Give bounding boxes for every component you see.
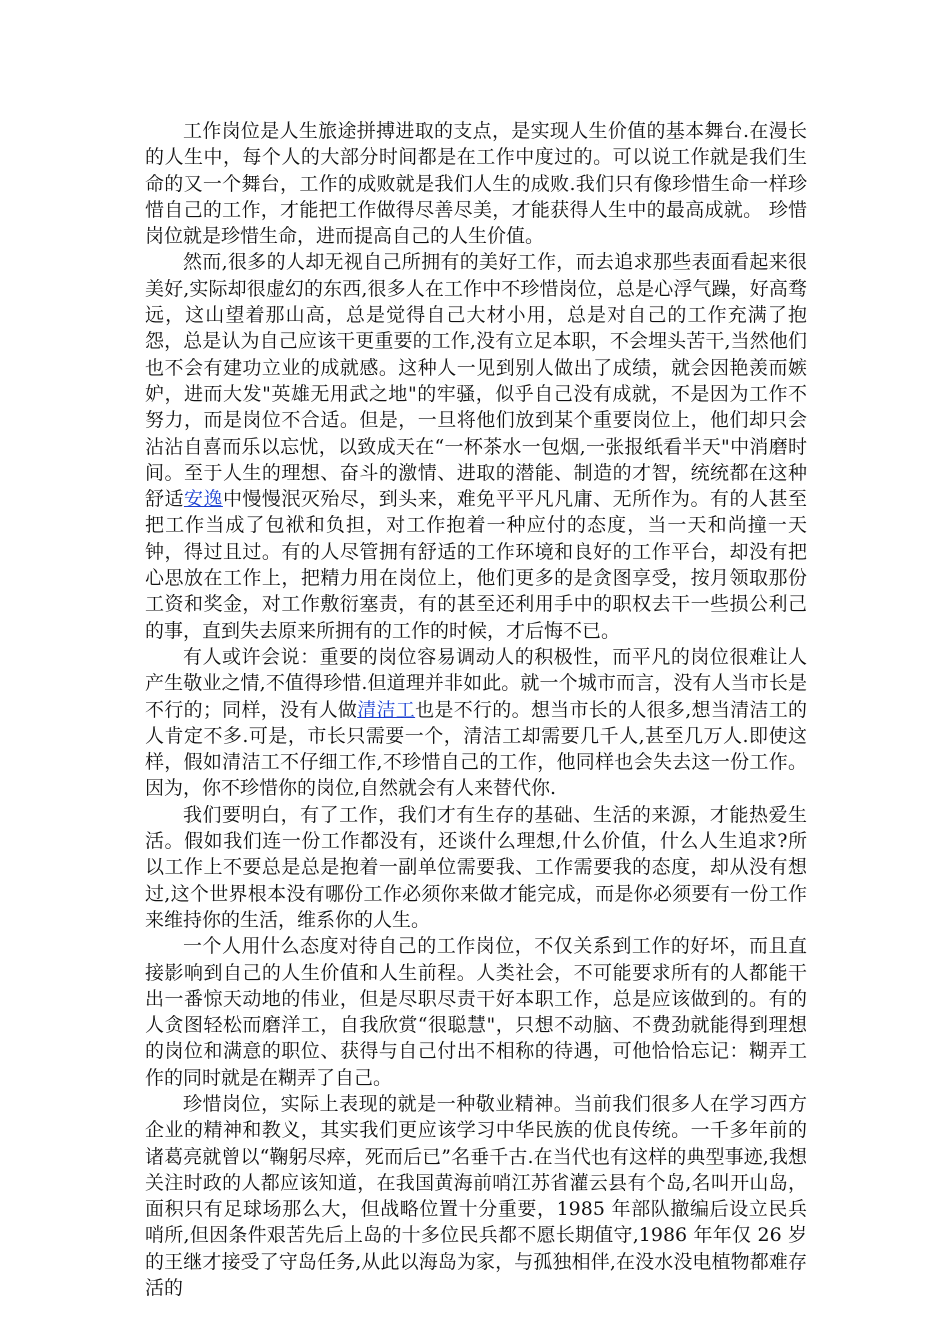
paragraph-2 <box>145 249 807 643</box>
paragraph-3-text-start: 有人或许会说：重要的岗位容易调动人的积极性，而平凡的岗位很难让人产生敬业之情,不值得珍惜.但道理并非如此。就一个城市而言，没有人当市长是不行的；同样，没有人做 <box>145 645 807 721</box>
paragraph-5-text: 一个人用什么态度对待自己的工作岗位，不仅关系到工作的好坏，而且直接影响到自己的人生价值和人生前程。人类社会，不可能要求所有的人都能干出一番惊天动地的伟业，但是尽职尽责干好本职工作，总是应该做到的。有的人贪图轻松而磨洋工，自我欣赏“很聪慧"，只想不动脑、不费劲就能得到理想的岗位和满意的职位、获得与自己付出不相称的待遇，可他恰恰忘记：糊弄工作的同时就是在糊弄了自己。 <box>145 935 807 1089</box>
paragraph-4-text: 我们要明白，有了工作，我们才有生存的基础、生活的来源，才能热爱生活。假如我们连一份工作都没有，还谈什么理想,什么价值，什么人生追求?所以工作上不要总是总是抱着一副单位需要我、工作需要我的态度，却从没有想过,这个世界根本没有哪份工作必须你来做才能完成，而是你必须要有一份工作来维持你的生活，维系你的人生。 <box>145 803 807 931</box>
paragraph-6 <box>145 1091 807 1301</box>
link-anyi[interactable]: 安逸 <box>183 488 223 511</box>
paragraph-1 <box>145 118 807 249</box>
paragraph-4 <box>145 802 807 933</box>
paragraph-1-text: 工作岗位是人生旅途拼搏进取的支点，是实现人生价值的基本舞台.在漫长的人生中，每个人的大部分时间都是在工作中度过的。可以说工作就是我们生命的又一个舞台，工作的成败就是我们人生的成败.我们只有像珍惜生命一样珍惜自己的工作，才能把工作做得尽善尽美，才能获得人生中的最高成就。 珍惜岗位就是珍惜生命，进而提高自己的人生价值。 <box>145 120 807 248</box>
paragraph-2-text-end: 中慢慢泯灭殆尽，到头来，难免平平凡凡庸、无所作为。有的人甚至把工作当成了包袱和负担，对工作抱着一种应付的态度，当一天和尚撞一天钟，得过且过。有的人尽管拥有舒适的工作环境和良好的工作平台，却没有把心思放在工作上，把精力用在岗位上，他们更多的是贪图享受，按月领取那份工资和奖金，对工作敷衍塞责，有的甚至还利用手中的职权去干一些损公利己的事，直到失去原来所拥有的工作的时候，才后悔不已。 <box>145 488 807 642</box>
paragraph-5 <box>145 933 807 1091</box>
document-body <box>145 118 807 1301</box>
paragraph-2-text-start: 然而,很多的人却无视自己所拥有的美好工作，而去追求那些表面看起来很美好,实际却很虚幻的东西,很多人在工作中不珍惜岗位，总是心浮气躁，好高骛远，这山望着那山高，总是觉得自己大材小用，总是对自己的工作充满了抱怨，总是认为自己应该干更重要的工作,没有立足本职，不会埋头苦干,当然他们也不会有建功立业的成就感。这种人一见到别人做出了成绩，就会因艳羡而嫉妒，进而大发"英雄无用武之地"的牢骚，似乎自己没有成就，不是因为工作不努力，而是岗位不合适。但是，一旦将他们放到某个重要岗位上，他们却只会沾沾自喜而乐以忘忧，以致成天在“一杯茶水一包烟,一张报纸看半天"中消磨时间。至于人生的理想、奋斗的激情、进取的潜能、制造的才智，统统都在这种舒适 <box>145 251 807 511</box>
paragraph-3-text-end: 也是不行的。想当市长的人很多,想当清洁工的人肯定不多.可是，市长只需要一个，清洁工却需要几千人,甚至几万人.即使这样，假如清洁工不仔细工作,不珍惜自己的工作，他同样也会失去这一份工作。因为，你不珍惜你的岗位,自然就会有人来替代你. <box>145 698 807 800</box>
paragraph-6-text: 珍惜岗位，实际上表现的就是一种敬业精神。当前我们很多人在学习西方企业的精神和教义，其实我们更应该学习中华民族的优良传统。一千多年前的诸葛亮就曾以“鞠躬尽瘁，死而后已”名垂千古.在当代也有这样的典型事迹,我想关注时政的人都应该知道，在我国黄海前哨江苏省灌云县有个岛,名叫开山岛，面积只有足球场那么大，但战略位置十分重要，1985 年部队撤编后设立民兵哨所,但因条件艰苦先后上岛的十多位民兵都不愿长期值守,1986 年年仅 26 岁的王继才接受了守岛任务,从此以海岛为家，与孤独相伴,在没水没电植物都难存活的 <box>145 1092 807 1300</box>
paragraph-3 <box>145 644 807 802</box>
link-qingjiegong[interactable]: 清洁工 <box>357 698 416 721</box>
